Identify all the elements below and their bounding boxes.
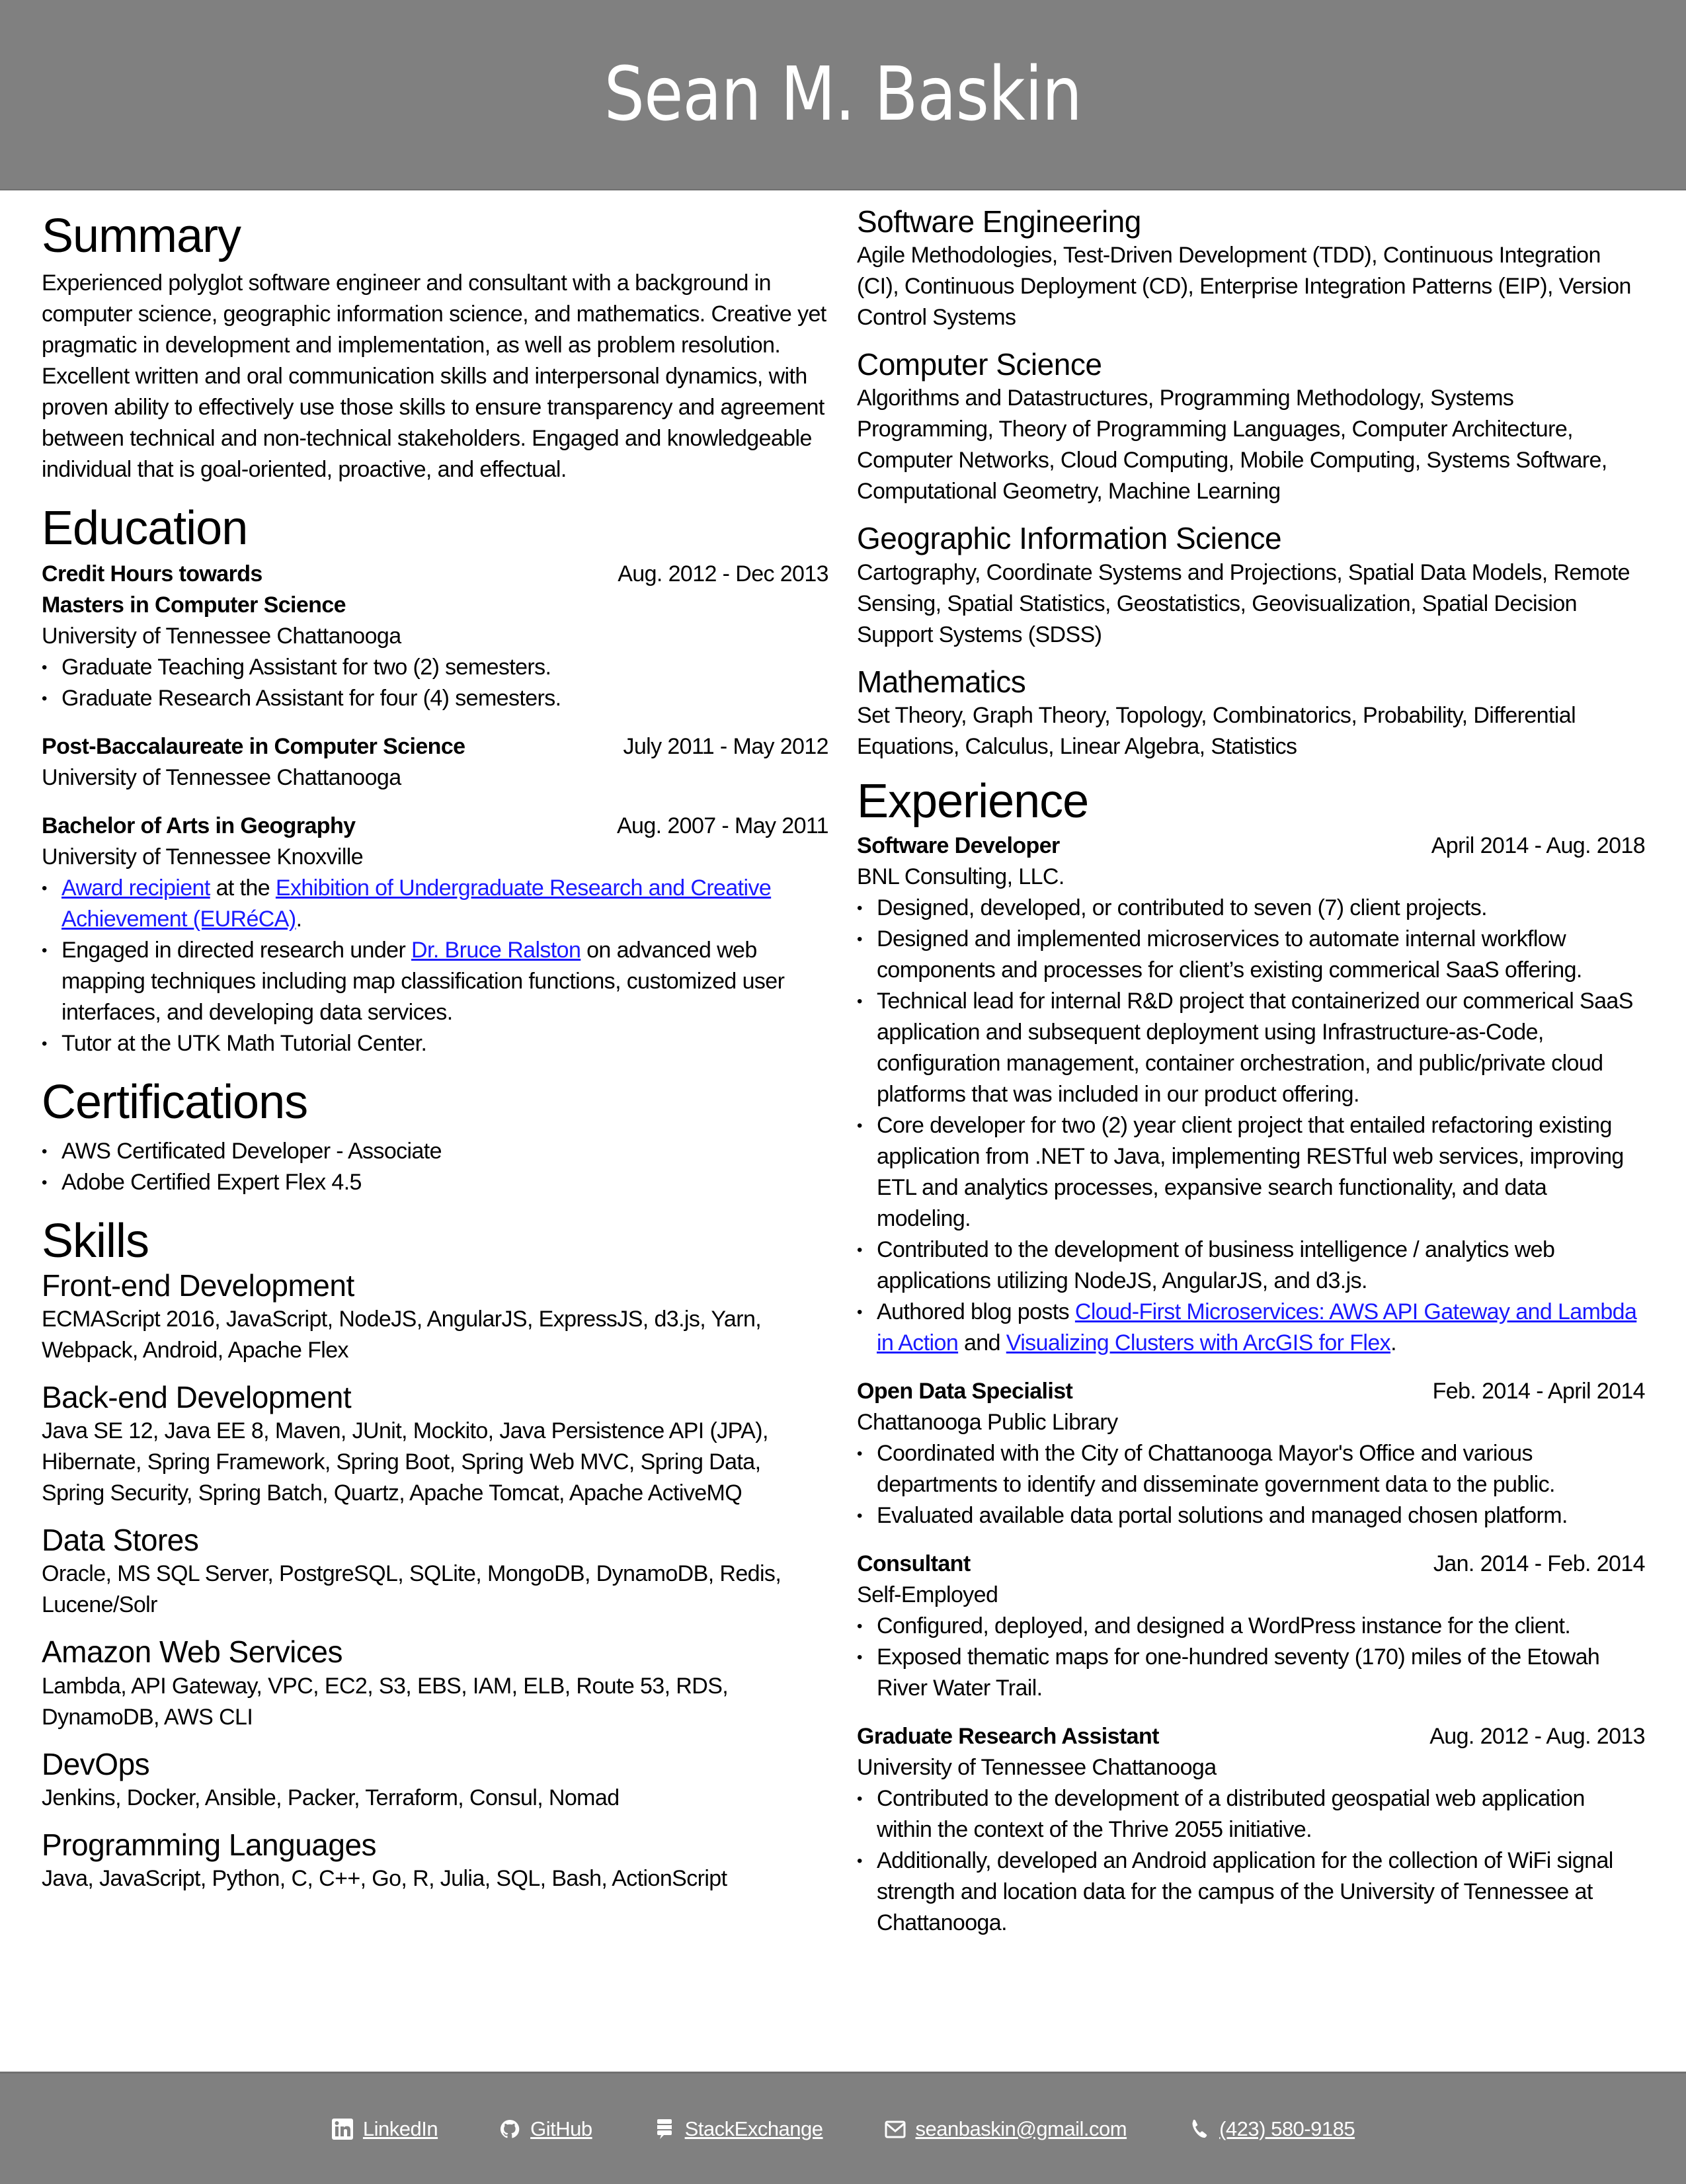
skill-group-title: Back-end Development (42, 1379, 352, 1414)
job-bullets (857, 1783, 1645, 1939)
list-item: • Graduate Teaching Assistant for two (2) semesters. (42, 652, 828, 683)
summary-section (42, 210, 828, 485)
skill-group (42, 1827, 828, 1894)
section-title-summary: Summary (42, 210, 241, 263)
skill-group (857, 204, 1645, 333)
contact-footer (0, 2072, 1686, 2184)
skill-group-title: Geographic Information Science (857, 521, 1282, 556)
stackexchange-link[interactable]: StackExchange (684, 2117, 823, 2140)
page-header (0, 0, 1686, 190)
job-entry (857, 830, 1645, 1359)
job-dates: Aug. 2012 - Aug. 2013 (1429, 1723, 1645, 1749)
skill-group (42, 1634, 828, 1732)
list-item: • Graduate Research Assistant for four (4) semesters. (42, 683, 828, 714)
skill-group-items: Algorithms and Datastructures, Programming Methodology, Systems Programming, Theory of Programming Languages, Computer Architecture, Computer Networks, Cloud Computing, Mobile Computing, Systems Software, Computational Geometry, Machine Learning (857, 385, 1607, 505)
job-organization: University of Tennessee Chattanooga (857, 1754, 1217, 1780)
github-link[interactable]: GitHub (530, 2117, 592, 2140)
list-item: • AWS Certificated Developer - Associate (42, 1136, 828, 1167)
skill-group-title: DevOps (42, 1746, 150, 1781)
blog-post-link-cloud-first[interactable]: Cloud-First Microservices: AWS API Gateway and Lambda in Action (877, 1299, 1637, 1355)
bullet-text: and (958, 1330, 1006, 1355)
job-entry (857, 1549, 1645, 1704)
skill-group-items: Lambda, API Gateway, VPC, EC2, S3, EBS, IAM, ELB, Route 53, RDS, DynamoDB, AWS CLI (42, 1673, 729, 1730)
github-icon (499, 2118, 521, 2140)
skill-group-items: Set Theory, Graph Theory, Topology, Combinatorics, Probability, Differential Equations, Calculus, Linear Algebra, Statistics (857, 702, 1576, 759)
skill-group-title: Programming Languages (42, 1827, 377, 1862)
skill-group-items: Oracle, MS SQL Server, PostgreSQL, SQLite, MongoDB, DynamoDB, Redis, Lucene/Solr (42, 1561, 782, 1618)
job-organization: Self-Employed (857, 1582, 998, 1607)
bruce-ralston-link[interactable]: Dr. Bruce Ralston (411, 938, 581, 963)
list-item: • Configured, deployed, and designed a WordPress instance for the client. (857, 1611, 1645, 1642)
section-title-certifications: Certifications (42, 1076, 308, 1129)
degree-title: Bachelor of Arts in Geography (42, 813, 356, 839)
skill-group-items: Java, JavaScript, Python, C, C++, Go, R, Julia, SQL, Bash, ActionScript (42, 1865, 727, 1891)
job-bullets (857, 1611, 1645, 1704)
skill-group-items: Java SE 12, Java EE 8, Maven, JUnit, Mockito, Java Persistence API (JPA), Hibernate, Spring Framework, Spring Boot, Spring Web MVC, Spring Data, Spring Security, Spring Batch, Quartz, Apache Tomcat, Apache ActiveMQ (42, 1418, 768, 1506)
degree-title-line2: Masters in Computer Science (42, 592, 346, 618)
summary-text: Experienced polyglot software engineer and consultant with a background in computer science, geographic information science, and mathematics. Creative yet pragmatic in development and implementation, as well as problem resolution. Excellent written and oral communication skills and interpersonal dynamics, with proven ability to effectively use those skills to ensure transparency and agreement between technical and non-technical stakeholders. Engaged and knowledgeable individual that is goal-oriented, proactive, and effectual. (42, 270, 826, 483)
right-column (857, 198, 1645, 1956)
list-item: • Evaluated available data portal solutions and managed chosen platform. (857, 1500, 1645, 1531)
award-recipient-link[interactable]: Award recipient (61, 875, 210, 901)
education-bullets (42, 873, 828, 1059)
skill-group-items: Agile Methodologies, Test-Driven Development (TDD), Continuous Integration (CI), Continuous Deployment (CD), Enterprise Integration Patterns (EIP), Version Control Systems (857, 243, 1631, 331)
list-item: • Coordinated with the City of Chattanooga Mayor's Office and various departments to identify and disseminate government data to the public. (857, 1438, 1645, 1500)
job-dates: Feb. 2014 - April 2014 (1432, 1378, 1645, 1404)
degree-dates: Aug. 2012 - Dec 2013 (618, 561, 828, 587)
person-name: Sean M. Baskin (604, 52, 1082, 138)
section-title-skills: Skills (42, 1214, 149, 1268)
skill-group (857, 520, 1645, 650)
list-item (42, 873, 828, 935)
email-link[interactable]: seanbaskin@gmail.com (915, 2117, 1127, 2140)
degree-dates: Aug. 2007 - May 2011 (616, 813, 828, 839)
job-dates: Jan. 2014 - Feb. 2014 (1433, 1551, 1645, 1576)
skill-group (857, 346, 1645, 507)
education-entry (42, 559, 828, 714)
skill-group (42, 1746, 828, 1814)
bullet-text: Authored blog posts (877, 1299, 1075, 1324)
job-organization: Chattanooga Public Library (857, 1409, 1118, 1435)
certifications-list (42, 1136, 828, 1198)
education-bullets (42, 652, 828, 714)
job-organization: BNL Consulting, LLC. (857, 864, 1064, 889)
skill-group-title: Mathematics (857, 664, 1026, 699)
bullet-text: at the (210, 875, 276, 901)
list-item (857, 1297, 1645, 1359)
list-item: • Contributed to the development of a distributed geospatial web application within the context of the Thrive 2055 initiative. (857, 1783, 1645, 1845)
job-title: Software Developer (857, 832, 1060, 858)
education-entry (42, 811, 828, 1059)
school-name: University of Tennessee Knoxville (42, 844, 364, 870)
list-item: • Tutor at the UTK Math Tutorial Center. (42, 1028, 828, 1059)
footer-stackexchange[interactable] (653, 2117, 823, 2141)
education-entry (42, 731, 828, 793)
experience-section (857, 776, 1645, 1939)
skill-group-items: Jenkins, Docker, Ansible, Packer, Terraform, Consul, Nomad (42, 1785, 620, 1810)
footer-phone[interactable] (1187, 2117, 1355, 2141)
certifications-section (42, 1076, 828, 1197)
phone-link[interactable]: (423) 580-9185 (1219, 2117, 1355, 2140)
skill-group-items: Cartography, Coordinate Systems and Projections, Spatial Data Models, Remote Sensing, Spatial Statistics, Geostatistics, Geovisualization, Spatial Decision Support Systems (SDSS) (857, 559, 1630, 647)
list-item: • Technical lead for internal R&D project that containerized our commerical SaaS application and subsequent deployment using Infrastructure-as-Code, configuration management, container orchestration, and public/private cloud platforms that was included in our product offering. (857, 986, 1645, 1110)
list-item: • Designed, developed, or contributed to seven (7) client projects. (857, 893, 1645, 924)
blog-post-link-visualizing-clusters[interactable]: Visualizing Clusters with ArcGIS for Flex (1006, 1330, 1391, 1355)
bullet-text: Engaged in directed research under (61, 938, 412, 963)
job-entry (857, 1721, 1645, 1939)
skill-group-title: Data Stores (42, 1523, 199, 1558)
list-item: • Core developer for two (2) year client project that entailed refactoring existing application from .NET to Java, implementing RESTful web services, improving ETL and analytics processes, expansive search functionality, and data modeling. (857, 1110, 1645, 1234)
email-icon (884, 2118, 906, 2140)
job-dates: April 2014 - Aug. 2018 (1431, 832, 1645, 858)
education-section (42, 503, 828, 1059)
degree-title: Credit Hours towards (42, 561, 262, 587)
list-item: • Adobe Certified Expert Flex 4.5 (42, 1167, 828, 1198)
skills-section (42, 1215, 828, 1894)
bullet-text: on advanced web mapping techniques including map classification functions, customized user interfaces, and developing data services. (61, 938, 785, 1026)
school-name: University of Tennessee Chattanooga (42, 624, 401, 649)
skill-group-items: ECMAScript 2016, JavaScript, NodeJS, AngularJS, ExpressJS, d3.js, Yarn, Webpack, Android, Apache Flex (42, 1306, 762, 1363)
list-item: • Designed and implemented microservices to automate internal workflow components and processes for client’s existing commerical SaaS offering. (857, 924, 1645, 986)
skill-group (42, 1268, 828, 1366)
skill-group-title: Computer Science (857, 347, 1102, 382)
skill-group (42, 1379, 828, 1509)
job-bullets (857, 893, 1645, 1359)
eureca-link[interactable]: Exhibition of Undergraduate Research and Creative Achievement (EURéCA) (61, 875, 772, 932)
job-title: Graduate Research Assistant (857, 1723, 1159, 1749)
skill-group (42, 1522, 828, 1621)
degree-title: Post-Baccalaureate in Computer Science (42, 734, 465, 760)
phone-icon (1187, 2118, 1210, 2140)
bullet-text: . (296, 907, 302, 932)
linkedin-link[interactable]: LinkedIn (362, 2117, 438, 2140)
job-title: Open Data Specialist (857, 1378, 1073, 1404)
linkedin-icon (331, 2118, 354, 2140)
school-name: University of Tennessee Chattanooga (42, 765, 401, 791)
job-title: Consultant (857, 1551, 971, 1576)
job-bullets (857, 1438, 1645, 1531)
list-item: • Additionally, developed an Android application for the collection of WiFi signal strength and location data for the campus of the University of Tennessee at Chattanooga. (857, 1845, 1645, 1939)
skill-group-title: Software Engineering (857, 204, 1141, 239)
skill-group (857, 664, 1645, 762)
footer-github[interactable] (499, 2117, 592, 2141)
job-entry (857, 1376, 1645, 1531)
list-item (42, 935, 828, 1028)
skill-group-title: Amazon Web Services (42, 1635, 342, 1670)
list-item: • Exposed thematic maps for one-hundred seventy (170) miles of the Etowah River Water Trail. (857, 1642, 1645, 1704)
section-title-education: Education (42, 502, 248, 555)
list-item: • Contributed to the development of business intelligence / analytics web applications utilizing NodeJS, AngularJS, and d3.js. (857, 1234, 1645, 1297)
section-title-experience: Experience (857, 774, 1089, 828)
footer-email[interactable] (884, 2117, 1127, 2141)
stackexchange-icon (653, 2118, 676, 2140)
skill-group-title: Front-end Development (42, 1268, 354, 1303)
degree-dates: July 2011 - May 2012 (623, 734, 828, 760)
left-column (42, 198, 828, 1908)
footer-linkedin[interactable] (331, 2117, 438, 2141)
bullet-text: . (1390, 1330, 1396, 1355)
